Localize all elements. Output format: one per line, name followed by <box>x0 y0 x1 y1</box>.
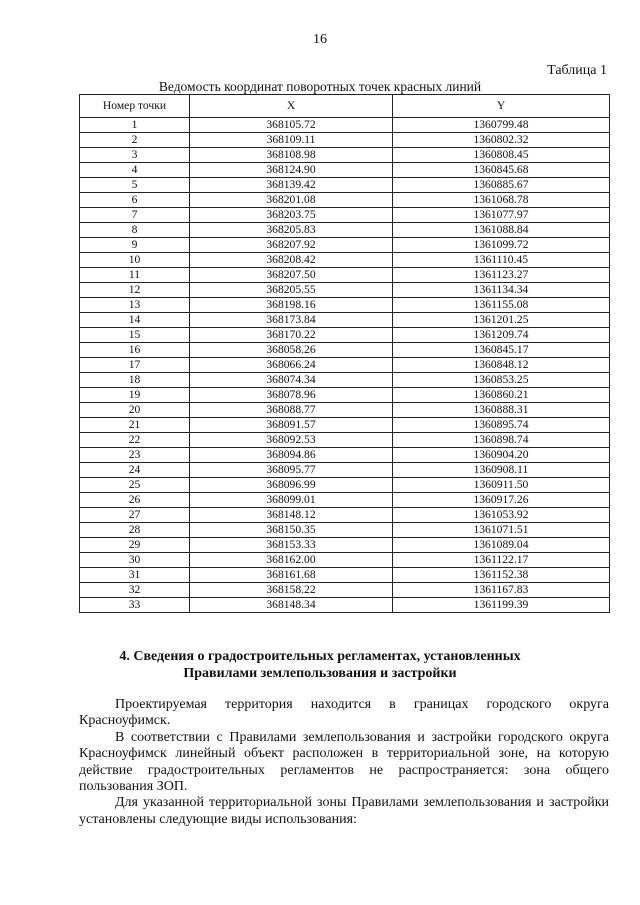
cell-x: 368148.34 <box>190 598 393 613</box>
cell-y: 1360808.45 <box>393 148 610 163</box>
cell-x: 368094.86 <box>190 448 393 463</box>
cell-y: 1360860.21 <box>393 388 610 403</box>
table-row <box>80 403 610 418</box>
cell-y: 1360845.68 <box>393 163 610 178</box>
section-heading-line-2: Правилами землепользования и застройки <box>183 666 457 681</box>
cell-point-number: 7 <box>80 208 190 223</box>
cell-x: 368208.42 <box>190 253 393 268</box>
table-row <box>80 553 610 568</box>
table-row <box>80 253 610 268</box>
table-row <box>80 223 610 238</box>
cell-point-number: 28 <box>80 523 190 538</box>
cell-x: 368092.53 <box>190 433 393 448</box>
cell-x: 368161.68 <box>190 568 393 583</box>
table-row <box>80 493 610 508</box>
cell-y: 1361071.51 <box>393 523 610 538</box>
cell-y: 1361110.45 <box>393 253 610 268</box>
cell-point-number: 15 <box>80 328 190 343</box>
cell-y: 1361199.39 <box>393 598 610 613</box>
cell-point-number: 1 <box>80 118 190 133</box>
table-row <box>80 373 610 388</box>
cell-y: 1360845.17 <box>393 343 610 358</box>
table-row <box>80 598 610 613</box>
cell-x: 368091.57 <box>190 418 393 433</box>
table-row <box>80 463 610 478</box>
cell-y: 1361077.97 <box>393 208 610 223</box>
cell-x: 368058.26 <box>190 343 393 358</box>
cell-point-number: 26 <box>80 493 190 508</box>
cell-x: 368099.01 <box>190 493 393 508</box>
cell-point-number: 4 <box>80 163 190 178</box>
table-body <box>80 118 610 613</box>
table-row <box>80 238 610 253</box>
cell-x: 368088.77 <box>190 403 393 418</box>
cell-x: 368148.12 <box>190 508 393 523</box>
paragraph: Для указанной территориальной зоны Правилами землепользования и застройки установлены следующие виды использования: <box>79 795 609 827</box>
table-title: Ведомость координат поворотных точек красных линий <box>158 79 482 94</box>
cell-y: 1361155.08 <box>393 298 610 313</box>
section-heading-line-1: 4. Сведения о градостроительных регламентах, установленных <box>119 649 521 664</box>
cell-x: 368095.77 <box>190 463 393 478</box>
table-row <box>80 508 610 523</box>
cell-point-number: 14 <box>80 313 190 328</box>
table-row <box>80 478 610 493</box>
cell-y: 1361167.83 <box>393 583 610 598</box>
cell-point-number: 20 <box>80 403 190 418</box>
cell-y: 1360904.20 <box>393 448 610 463</box>
cell-y: 1360895.74 <box>393 418 610 433</box>
table-row <box>80 118 610 133</box>
cell-x: 368162.00 <box>190 553 393 568</box>
table-row <box>80 283 610 298</box>
cell-y: 1361088.84 <box>393 223 610 238</box>
cell-x: 368124.90 <box>190 163 393 178</box>
paragraph: В соответствии с Правилами землепользования и застройки городского округа Красноуфимск линейный объект расположен в территориальной зоне, на которую действие градостроительных регламентов не распространяется: зона общего пользования ЗОП. <box>79 729 609 795</box>
table-row <box>80 388 610 403</box>
cell-y: 1361201.25 <box>393 313 610 328</box>
table-row <box>80 268 610 283</box>
table-label: Таблица 1 <box>547 63 607 78</box>
table-row <box>80 433 610 448</box>
cell-point-number: 31 <box>80 568 190 583</box>
cell-x: 368105.72 <box>190 118 393 133</box>
cell-point-number: 19 <box>80 388 190 403</box>
cell-x: 368205.55 <box>190 283 393 298</box>
section-heading <box>0 648 640 682</box>
cell-point-number: 3 <box>80 148 190 163</box>
table-row <box>80 523 610 538</box>
table-header-row <box>80 95 610 118</box>
table-row <box>80 163 610 178</box>
cell-y: 1361053.92 <box>393 508 610 523</box>
table-row <box>80 343 610 358</box>
header-x: X <box>190 95 393 118</box>
cell-x: 368207.50 <box>190 268 393 283</box>
cell-x: 368066.24 <box>190 358 393 373</box>
cell-x: 368139.42 <box>190 178 393 193</box>
cell-y: 1360888.31 <box>393 403 610 418</box>
table-row <box>80 193 610 208</box>
cell-x: 368109.11 <box>190 133 393 148</box>
cell-x: 368108.98 <box>190 148 393 163</box>
cell-point-number: 25 <box>80 478 190 493</box>
cell-x: 368203.75 <box>190 208 393 223</box>
table-row <box>80 568 610 583</box>
cell-point-number: 5 <box>80 178 190 193</box>
table-row <box>80 208 610 223</box>
table-row <box>80 298 610 313</box>
cell-point-number: 22 <box>80 433 190 448</box>
table-row <box>80 178 610 193</box>
cell-y: 1361068.78 <box>393 193 610 208</box>
cell-x: 368074.34 <box>190 373 393 388</box>
cell-point-number: 23 <box>80 448 190 463</box>
cell-y: 1360799.48 <box>393 118 610 133</box>
cell-y: 1360908.11 <box>393 463 610 478</box>
header-point-number: Номер точки <box>80 95 190 118</box>
cell-y: 1360917.26 <box>393 493 610 508</box>
cell-y: 1360885.67 <box>393 178 610 193</box>
table-row <box>80 448 610 463</box>
header-y: Y <box>393 95 610 118</box>
table-row <box>80 358 610 373</box>
cell-x: 368078.96 <box>190 388 393 403</box>
cell-x: 368158.22 <box>190 583 393 598</box>
cell-point-number: 6 <box>80 193 190 208</box>
paragraph: Проектируемая территория находится в границах городского округа Красноуфимск. <box>79 697 609 729</box>
coordinates-table <box>79 94 610 613</box>
table-row <box>80 133 610 148</box>
cell-x: 368153.33 <box>190 538 393 553</box>
cell-point-number: 21 <box>80 418 190 433</box>
cell-x: 368198.16 <box>190 298 393 313</box>
cell-x: 368173.84 <box>190 313 393 328</box>
cell-point-number: 10 <box>80 253 190 268</box>
cell-point-number: 13 <box>80 298 190 313</box>
cell-y: 1361099.72 <box>393 238 610 253</box>
cell-y: 1361152.38 <box>393 568 610 583</box>
cell-x: 368201.08 <box>190 193 393 208</box>
cell-y: 1361134.34 <box>393 283 610 298</box>
cell-point-number: 11 <box>80 268 190 283</box>
cell-y: 1360911.50 <box>393 478 610 493</box>
cell-point-number: 18 <box>80 373 190 388</box>
cell-point-number: 8 <box>80 223 190 238</box>
body-text <box>79 697 609 828</box>
cell-x: 368205.83 <box>190 223 393 238</box>
cell-y: 1361209.74 <box>393 328 610 343</box>
table-row <box>80 148 610 163</box>
cell-y: 1360853.25 <box>393 373 610 388</box>
cell-point-number: 12 <box>80 283 190 298</box>
cell-x: 368170.22 <box>190 328 393 343</box>
cell-point-number: 16 <box>80 343 190 358</box>
cell-point-number: 9 <box>80 238 190 253</box>
cell-x: 368207.92 <box>190 238 393 253</box>
cell-x: 368096.99 <box>190 478 393 493</box>
cell-point-number: 32 <box>80 583 190 598</box>
cell-y: 1360898.74 <box>393 433 610 448</box>
table-row <box>80 538 610 553</box>
table-row <box>80 583 610 598</box>
cell-y: 1360802.32 <box>393 133 610 148</box>
cell-point-number: 29 <box>80 538 190 553</box>
cell-point-number: 24 <box>80 463 190 478</box>
cell-point-number: 2 <box>80 133 190 148</box>
table-row <box>80 313 610 328</box>
cell-y: 1361089.04 <box>393 538 610 553</box>
cell-x: 368150.35 <box>190 523 393 538</box>
cell-y: 1360848.12 <box>393 358 610 373</box>
table-row <box>80 328 610 343</box>
cell-point-number: 33 <box>80 598 190 613</box>
table-row <box>80 418 610 433</box>
cell-y: 1361122.17 <box>393 553 610 568</box>
cell-point-number: 27 <box>80 508 190 523</box>
cell-point-number: 30 <box>80 553 190 568</box>
cell-y: 1361123.27 <box>393 268 610 283</box>
cell-point-number: 17 <box>80 358 190 373</box>
page-number: 16 <box>313 32 327 47</box>
